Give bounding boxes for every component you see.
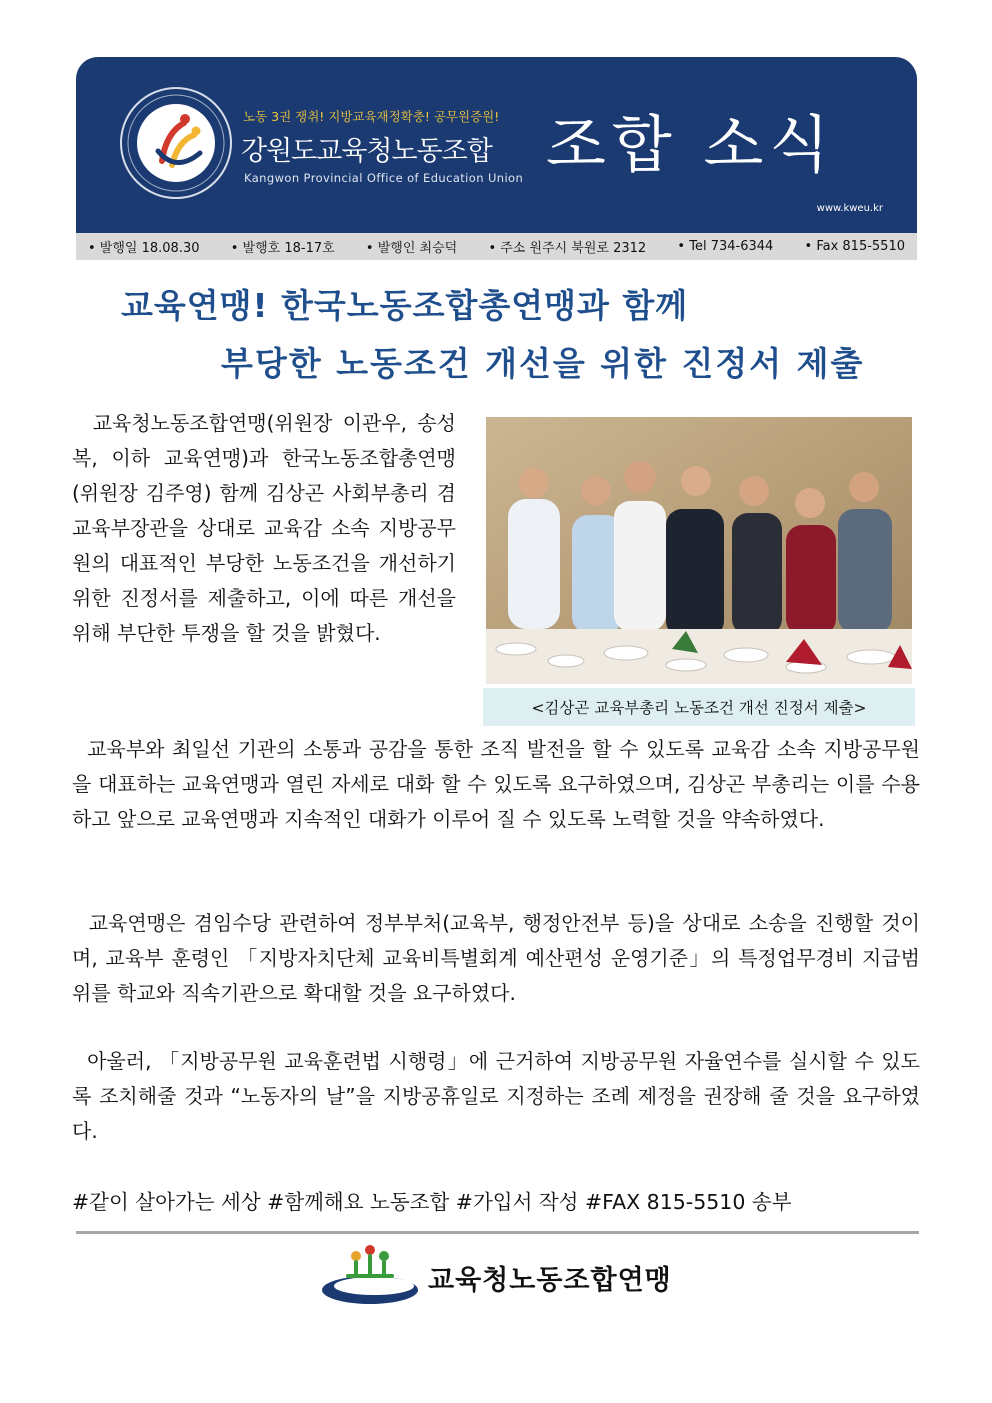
publisher: • 발행인 최승덕	[365, 241, 458, 256]
photo-illustration	[486, 417, 912, 684]
slogan: 노동 3권 쟁취! 지방교육재정확충! 공무원증원!	[243, 109, 500, 124]
union-seal-logo	[120, 87, 232, 199]
divider	[76, 1231, 919, 1234]
seal-ring	[122, 89, 230, 197]
photo-caption: <김상곤 교육부총리 노동조건 개선 진정서 제출>	[483, 688, 915, 726]
headline-line-1: 교육연맹! 한국노동조합총연맹과 함께	[121, 286, 689, 325]
telephone: • Tel 734-6344	[677, 239, 774, 254]
issue-date: • 발행일 18.08.30	[88, 241, 200, 256]
union-name: 강원도교육청노동조합	[241, 136, 492, 167]
headline-line-2: 부당한 노동조건 개선을 위한 진정서 제출	[221, 344, 865, 383]
union-name-english: Kangwon Provincial Office of Education Union	[244, 171, 524, 185]
issue-number: • 발행호 18-17호	[230, 241, 335, 256]
article-paragraph-2: 교육부와 최일선 기관의 소통과 공감을 통한 조직 발전을 할 수 있도록 교육감 소속 지방공무원을 대표하는 교육연맹과 열린 자세로 대화 할 수 있도록 요구하였으며, 김상곤 부총리는 이를 수용하고 앞으로 교육연맹과 지속적인 대화가 이루어 질 수 있도록 노력할 것을 약속하였다.	[72, 737, 920, 831]
header-banner	[76, 57, 917, 233]
federation-logo-icon	[318, 1240, 418, 1310]
group-photo	[486, 417, 912, 684]
hashtags: #같이 살아가는 세상 #함께해요 노동조합 #가입서 작성 #FAX 815-5510 송부	[72, 1190, 792, 1214]
federation-name: 교육청노동조합연맹	[428, 1265, 672, 1296]
article-paragraph-4: 아울러, 「지방공무원 교육훈련법 시행령」에 근거하여 지방공무원 자율연수를 실시할 수 있도록 조치해줄 것과 “노동자의 날”을 지방공휴일로 지정하는 조례 제정을 권장해 줄 것을 요구하였다.	[72, 1049, 920, 1143]
newsletter-title: 조합 소식	[546, 108, 836, 181]
article-paragraph-1: 교육청노동조합연맹(위원장 이관우, 송성복, 이하 교육연맹)과 한국노동조합총연맹(위원장 김주영) 함께 김상곤 사회부총리 겸 교육부장관을 상대로 교육감 소속 지방공무원의 대표적인 부당한 노동조건을 개선하기 위한 진정서를 제출하고, 이에 따른 개선을 위해 부단한 투쟁을 할 것을 밝혔다.	[72, 411, 463, 645]
address: • 주소 원주시 북원로 2312	[488, 241, 647, 256]
fax: • Fax 815-5510	[804, 239, 905, 254]
article-paragraph-3: 교육연맹은 겸임수당 관련하여 정부부처(교육부, 행정안전부 등)을 상대로 소송을 진행할 것이며, 교육부 훈령인 「지방자치단체 교육비특별회계 예산편성 운영기준」의 특정업무경비 지급범위를 학교와 직속기관으로 확대할 것을 요구하였다.	[72, 911, 921, 1005]
publication-info-bar	[76, 233, 917, 260]
site-url[interactable]: www.kweu.kr	[816, 203, 883, 214]
